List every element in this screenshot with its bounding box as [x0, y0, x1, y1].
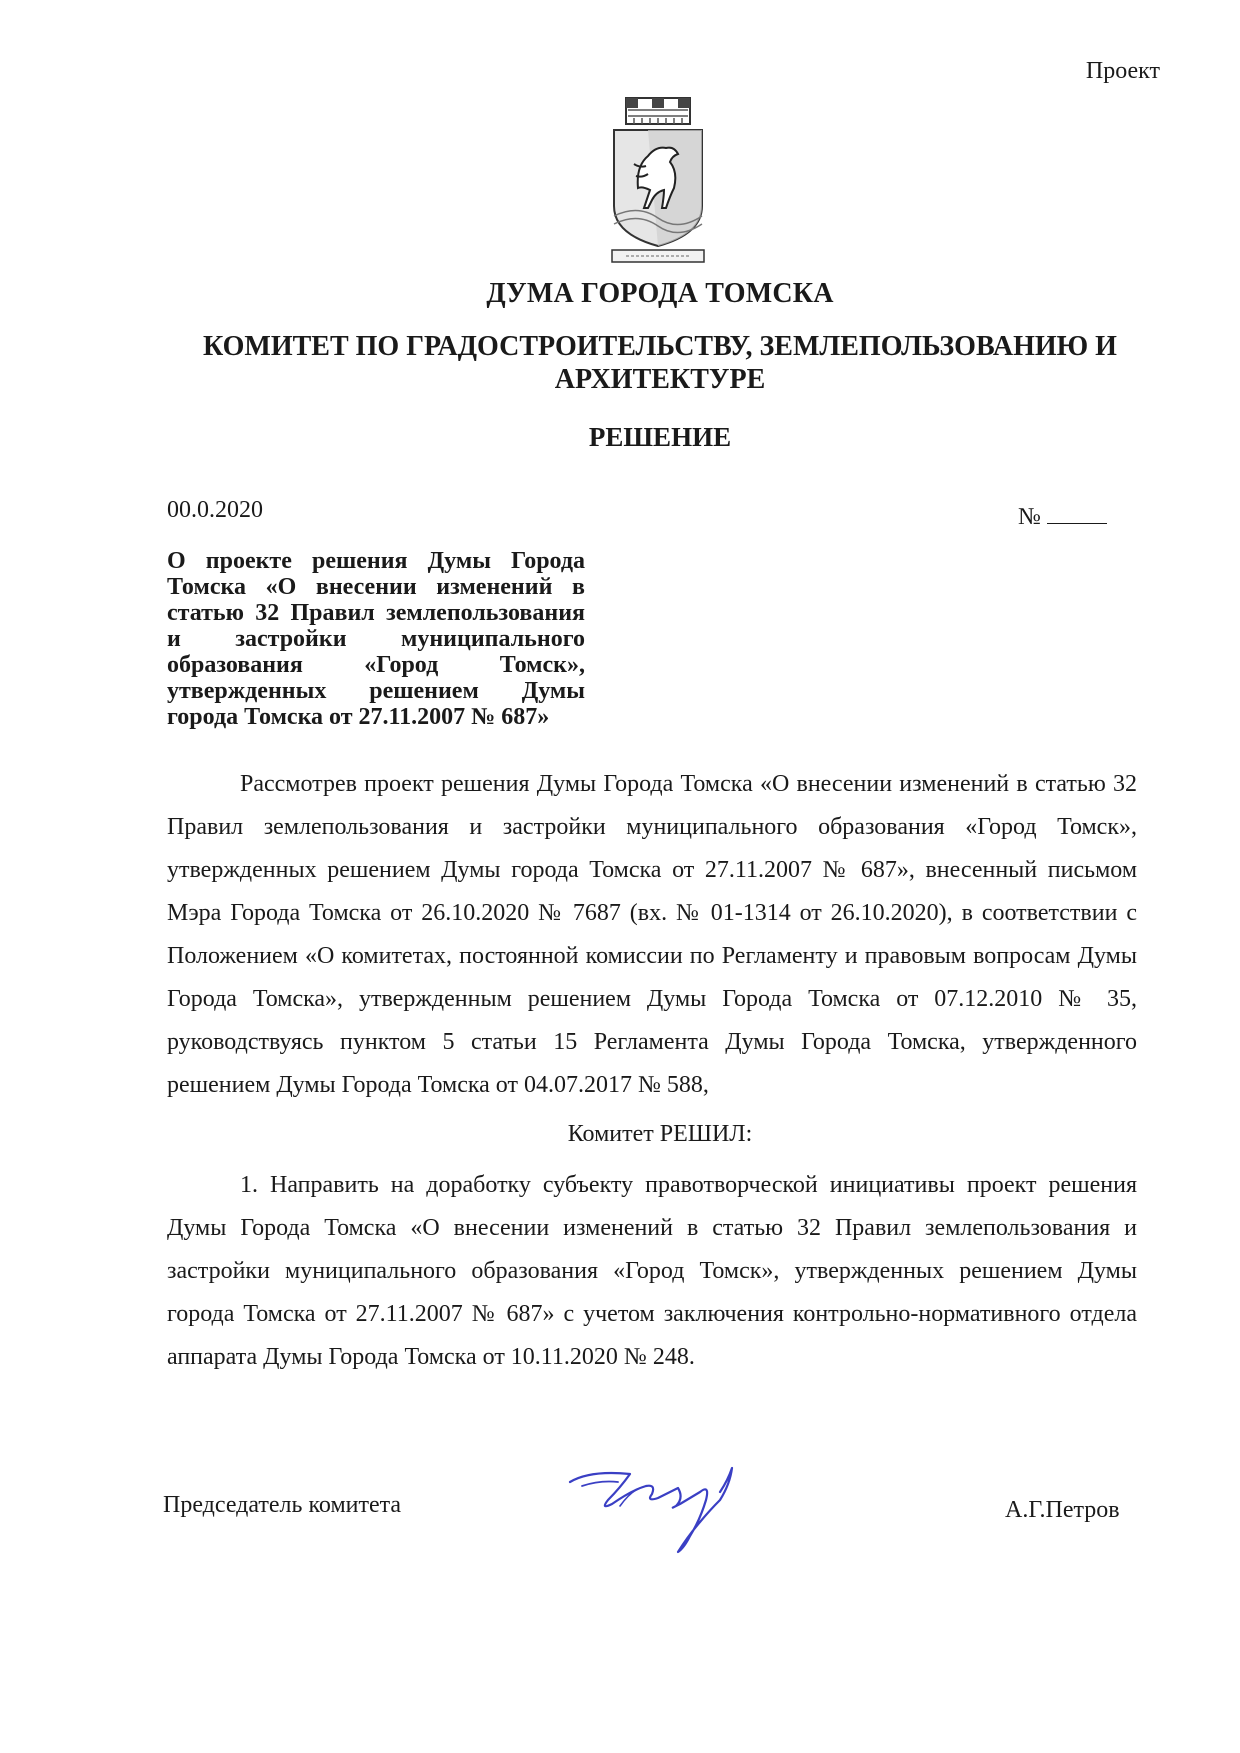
document-number	[1018, 503, 1107, 531]
signatory-name: А.Г.Петров	[1005, 1497, 1120, 1523]
document-date: 00.0.2020	[167, 497, 263, 523]
draft-stamp: Проект	[1085, 58, 1160, 84]
signatory-title: Председатель комитета	[163, 1492, 402, 1518]
document-subject: О проекте решения Думы Города Томска «О внесении изменений в статью 32 Правил землепользования и застройки муниципального образования «Город Томск», утвержденных решением Думы города Томска от 27.11.2007 № 687»	[167, 548, 585, 730]
handwritten-signature-icon	[560, 1440, 760, 1560]
committee-title: КОМИТЕТ ПО ГРАДОСТРОИТЕЛЬСТВУ, ЗЕМЛЕПОЛЬЗОВАНИЮ И АРХИТЕКТУРЕ	[203, 331, 1117, 395]
organization-title: ДУМА ГОРОДА ТОМСКА	[486, 278, 834, 309]
decision-heading: Комитет РЕШИЛ:	[567, 1121, 753, 1147]
document-number-label: №	[1018, 504, 1041, 530]
document-type-title: РЕШЕНИЕ	[588, 422, 732, 452]
decision-item-1: 1. Направить на доработку субъекту правотворческой инициативы проект решения Думы Города Томска «О внесении изменений в статью 32 Правил землепользования и застройки муниципального образования «Город Томск», утвержденных решением Думы города Томска от 27.11.2007 № 687» с учетом заключения контрольно-нормативного отдела аппарата Думы Города Томска от 10.11.2020 № 248.	[167, 1172, 1137, 1370]
preamble-paragraph: Рассмотрев проект решения Думы Города Томска «О внесении изменений в статью 32 Правил землепользования и застройки муниципального образования «Город Томск», утвержденных решением Думы города Томска от 27.11.2007 № 687», внесенный письмом Мэра Города Томска от 26.10.2020 № 7687 (вх. № 01-1314 от 26.10.2020), в соответствии с Положением «О комитетах, постоянной комиссии по Регламенту и правовым вопросам Думы Города Томска», утвержденным решением Думы Города Томска от 07.12.2010 № 35, руководствуясь пунктом 5 статьи 15 Регламента Думы Города Томска, утвержденного решением Думы Города Томска от 04.07.2017 № 588,	[167, 771, 1137, 1098]
tomsk-coat-of-arms-icon	[608, 96, 708, 266]
document-number-blank	[1047, 503, 1107, 524]
